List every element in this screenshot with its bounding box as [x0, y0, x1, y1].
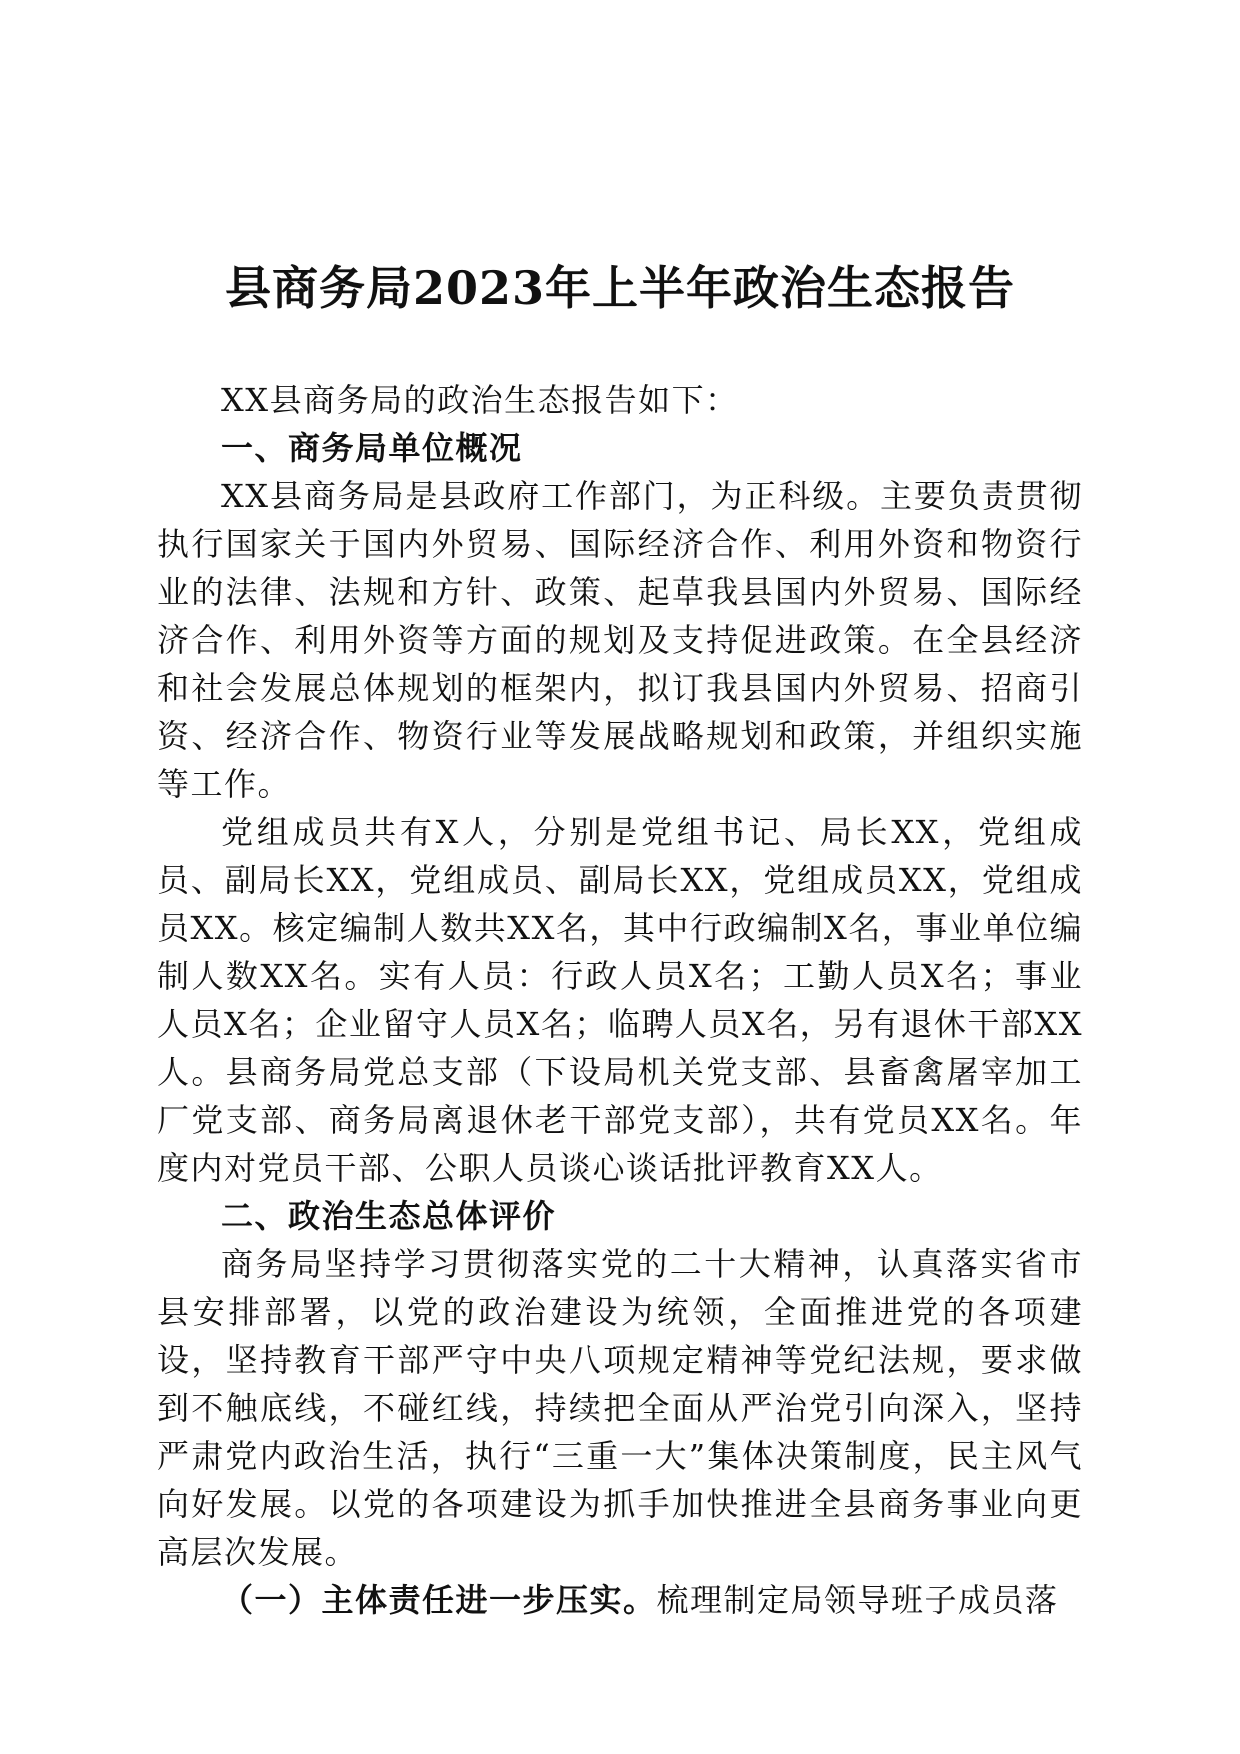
subsection-text-responsibility: 梳理制定局领导班子成员落 — [656, 1581, 1059, 1619]
overview-paragraph-duties: XX县商务局是县政府工作部门，为正科级。主要负责贯彻执行国家关于国内外贸易、国际经济合作、利用外资和物资行业的法律、法规和方针、政策、起草我县国内外贸易、国际经济合作、利用外资等方面的规划及支持促进政策。在全县经济和社会发展总体规划的框架内，拟订我县国内外贸易、招商引资、经济合作、物资行业等发展战略规划和政策，并组织实施等工作。 — [157, 477, 1083, 803]
overview-paragraph-staffing: 党组成员共有X人，分别是党组书记、局长XX，党组成员、副局长XX，党组成员、副局长XX，党组成员XX，党组成员XX。核定编制人数共XX名，其中行政编制X名，事业单位编制人数XX名。实有人员：行政人员X名；工勤人员X名；事业人员X名；企业留守人员X名；临聘人员X名，另有退休干部XX人。县商务局党总支部（下设局机关党支部、县畜禽屠宰加工厂党支部、商务局离退休老干部党支部），共有党员XX名。年度内对党员干部、公职人员谈心谈话批评教育XX人。 — [157, 813, 1083, 1187]
subsection-paragraph-responsibility — [157, 1576, 1083, 1624]
subsection-heading-responsibility: （一）主体责任进一步压实。 — [221, 1581, 657, 1619]
intro-paragraph: XX县商务局的政治生态报告如下： — [221, 381, 739, 419]
document-title: 县商务局2023年上半年政治生态报告 — [224, 261, 1016, 315]
document-body — [157, 376, 1083, 1624]
evaluation-paragraph: 商务局坚持学习贯彻落实党的二十大精神，认真落实省市县安排部署，以党的政治建设为统领，全面推进党的各项建设，坚持教育干部严守中央八项规定精神等党纪法规，要求做到不触底线，不碰红线，持续把全面从严治党引向深入，坚持严肃党内政治生活，执行“三重一大”集体决策制度，民主风气向好发展。以党的各项建设为抓手加快推进全县商务事业向更高层次发展。 — [157, 1245, 1083, 1571]
section-heading-overview: 一、商务局单位概况 — [221, 429, 523, 467]
section-heading-evaluation: 二、政治生态总体评价 — [221, 1197, 557, 1235]
